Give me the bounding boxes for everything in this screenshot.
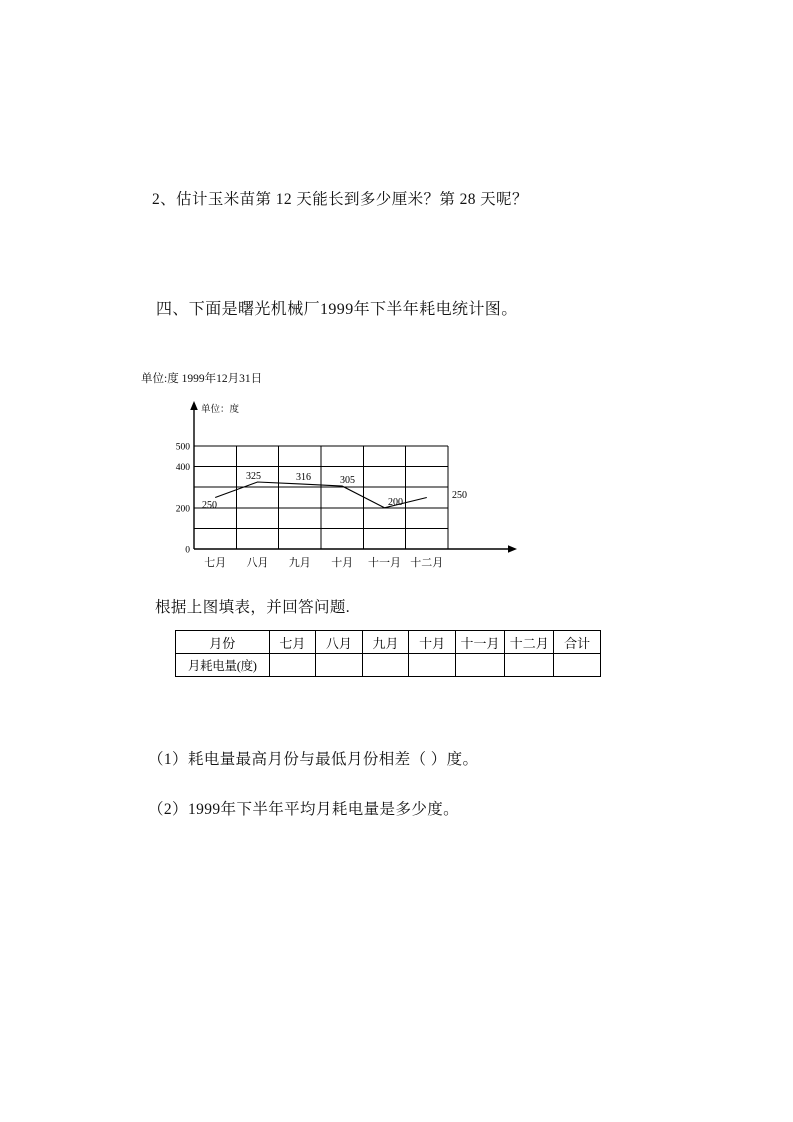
y-axis-arrow-icon bbox=[190, 401, 198, 410]
sub-question-2: （2）1999年下半年平均月耗电量是多少度。 bbox=[148, 801, 460, 818]
table-header-october: 十月 bbox=[409, 631, 456, 654]
table-row-header bbox=[176, 631, 601, 654]
table-cell-december[interactable] bbox=[505, 654, 554, 677]
question-2-text: 2、估计玉米苗第 12 天能长到多少厘米？第 28 天呢？ bbox=[152, 191, 528, 208]
x-label-october: 十月 bbox=[331, 557, 354, 569]
x-label-december: 十二月 bbox=[410, 557, 444, 569]
x-label-july: 七月 bbox=[204, 557, 227, 569]
x-label-august: 八月 bbox=[246, 557, 269, 569]
chart-unit-date-caption: 单位:度 1999年12月31日 bbox=[141, 373, 263, 385]
data-label-november: 200 bbox=[388, 497, 403, 508]
table-header-month: 月份 bbox=[176, 631, 270, 654]
y-tick-500: 500 bbox=[175, 442, 190, 453]
table-header-november: 十一月 bbox=[455, 631, 504, 654]
table-cell-november[interactable] bbox=[455, 654, 504, 677]
table-cell-october[interactable] bbox=[409, 654, 456, 677]
table-cell-september[interactable] bbox=[362, 654, 409, 677]
electricity-consumption-line-chart bbox=[160, 396, 540, 581]
fill-table-instruction: 根据上图填表，并回答问题. bbox=[155, 599, 351, 616]
table-row-label-consumption: 月耗电量(度) bbox=[176, 654, 270, 677]
table-row bbox=[176, 654, 601, 677]
data-label-july: 250 bbox=[202, 500, 217, 511]
table-cell-august[interactable] bbox=[316, 654, 363, 677]
y-axis-tick-labels bbox=[176, 443, 191, 556]
y-tick-0: 0 bbox=[185, 545, 190, 556]
data-label-december: 250 bbox=[452, 490, 467, 501]
x-label-september: 九月 bbox=[288, 557, 311, 569]
table-header-total: 合计 bbox=[554, 631, 601, 654]
table-header-july: 七月 bbox=[269, 631, 316, 654]
data-label-september: 316 bbox=[296, 472, 311, 483]
sub-question-1: （1）耗电量最高月份与最低月份相差（ ）度。 bbox=[148, 751, 479, 768]
monthly-consumption-table bbox=[175, 630, 601, 677]
chart-title: 单位：度 bbox=[201, 404, 240, 415]
x-label-november: 十一月 bbox=[368, 557, 401, 569]
data-label-august: 325 bbox=[246, 471, 261, 482]
data-label-october: 305 bbox=[340, 475, 355, 486]
table-grid bbox=[175, 630, 601, 677]
x-axis-category-labels bbox=[204, 555, 443, 569]
x-axis-arrow-icon bbox=[508, 545, 517, 553]
table-header-august: 八月 bbox=[316, 631, 363, 654]
section-four-heading: 四、下面是曙光机械厂1999年下半年耗电统计图。 bbox=[156, 301, 518, 318]
chart-gridlines bbox=[194, 446, 448, 549]
y-tick-200: 200 bbox=[175, 504, 190, 515]
data-point-labels bbox=[202, 471, 467, 511]
table-cell-total[interactable] bbox=[554, 654, 601, 677]
table-cell-july[interactable] bbox=[269, 654, 316, 677]
chart-svg bbox=[160, 396, 540, 581]
y-tick-400: 400 bbox=[175, 463, 190, 474]
table-header-december: 十二月 bbox=[505, 631, 554, 654]
table-header-september: 九月 bbox=[362, 631, 409, 654]
